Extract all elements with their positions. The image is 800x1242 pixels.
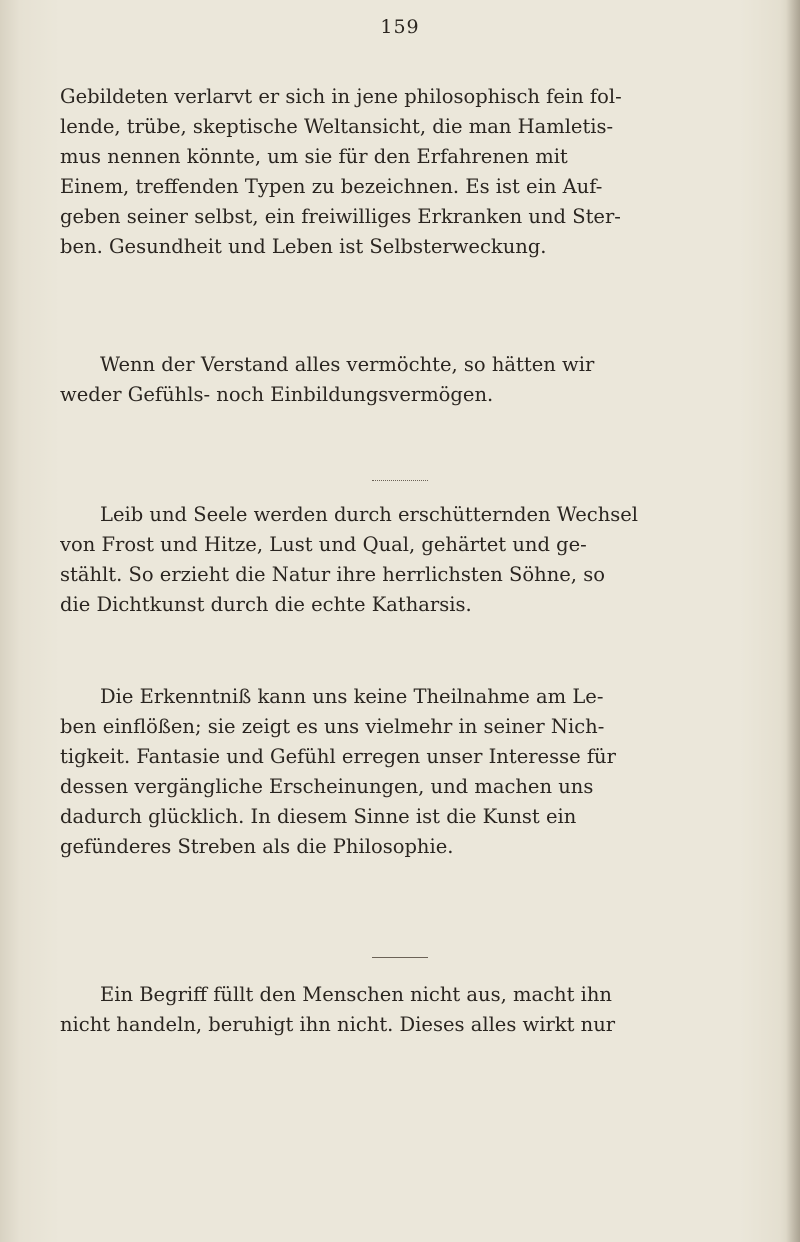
binding-shadow (786, 0, 800, 1242)
text-line: ben einflößen; sie zeigt es uns vielmehr in seiner Nich- (60, 715, 605, 738)
text-line: mus nennen könnte, um sie für den Erfahrenen mit (60, 145, 568, 168)
text-line: weder Gefühls- noch Einbildungsvermögen. (60, 383, 494, 406)
paragraph-3 (60, 500, 720, 620)
text-line: Gebildeten verlarvt er sich in jene philosophisch fein fol- (60, 85, 622, 108)
text-line: von Frost und Hitze, Lust und Qual, gehärtet und ge- (60, 533, 587, 556)
paragraph-2 (60, 350, 720, 410)
page-number: 159 (380, 16, 420, 38)
paragraph-5 (60, 980, 720, 1040)
text-line: dessen vergängliche Erscheinungen, und machen uns (60, 775, 594, 798)
paragraph-4 (60, 682, 720, 862)
text-line: lende, trübe, skeptische Weltansicht, die man Hamletis- (60, 115, 614, 138)
text-line: Einem, treffenden Typen zu bezeichnen. Es ist ein Auf- (60, 175, 603, 198)
text-line: Die Erkenntniß kann uns keine Theilnahme am Le- (100, 685, 604, 708)
text-line: Wenn der Verstand alles vermöchte, so hätten wir (100, 353, 595, 376)
text-line: geben seiner selbst, ein freiwilliges Erkranken und Ster- (60, 205, 621, 228)
text-line: tigkeit. Fantasie und Gefühl erregen unser Interesse für (60, 745, 616, 768)
section-divider (372, 480, 428, 481)
text-line: Ein Begriff füllt den Menschen nicht aus, macht ihn (100, 983, 612, 1006)
paragraph-1 (60, 82, 720, 262)
text-line: gefünderes Streben als die Philosophie. (60, 835, 454, 858)
text-line: dadurch glücklich. In diesem Sinne ist die Kunst ein (60, 805, 577, 828)
text-line: stählt. So erzieht die Natur ihre herrlichsten Söhne, so (60, 563, 605, 586)
text-line: Leib und Seele werden durch erschütternden Wechsel (100, 503, 639, 526)
text-line: die Dichtkunst durch die echte Katharsis. (60, 593, 472, 616)
text-line: nicht handeln, beruhigt ihn nicht. Dieses alles wirkt nur (60, 1013, 616, 1036)
text-line: ben. Gesundheit und Leben ist Selbsterweckung. (60, 235, 547, 258)
section-divider (372, 957, 428, 958)
